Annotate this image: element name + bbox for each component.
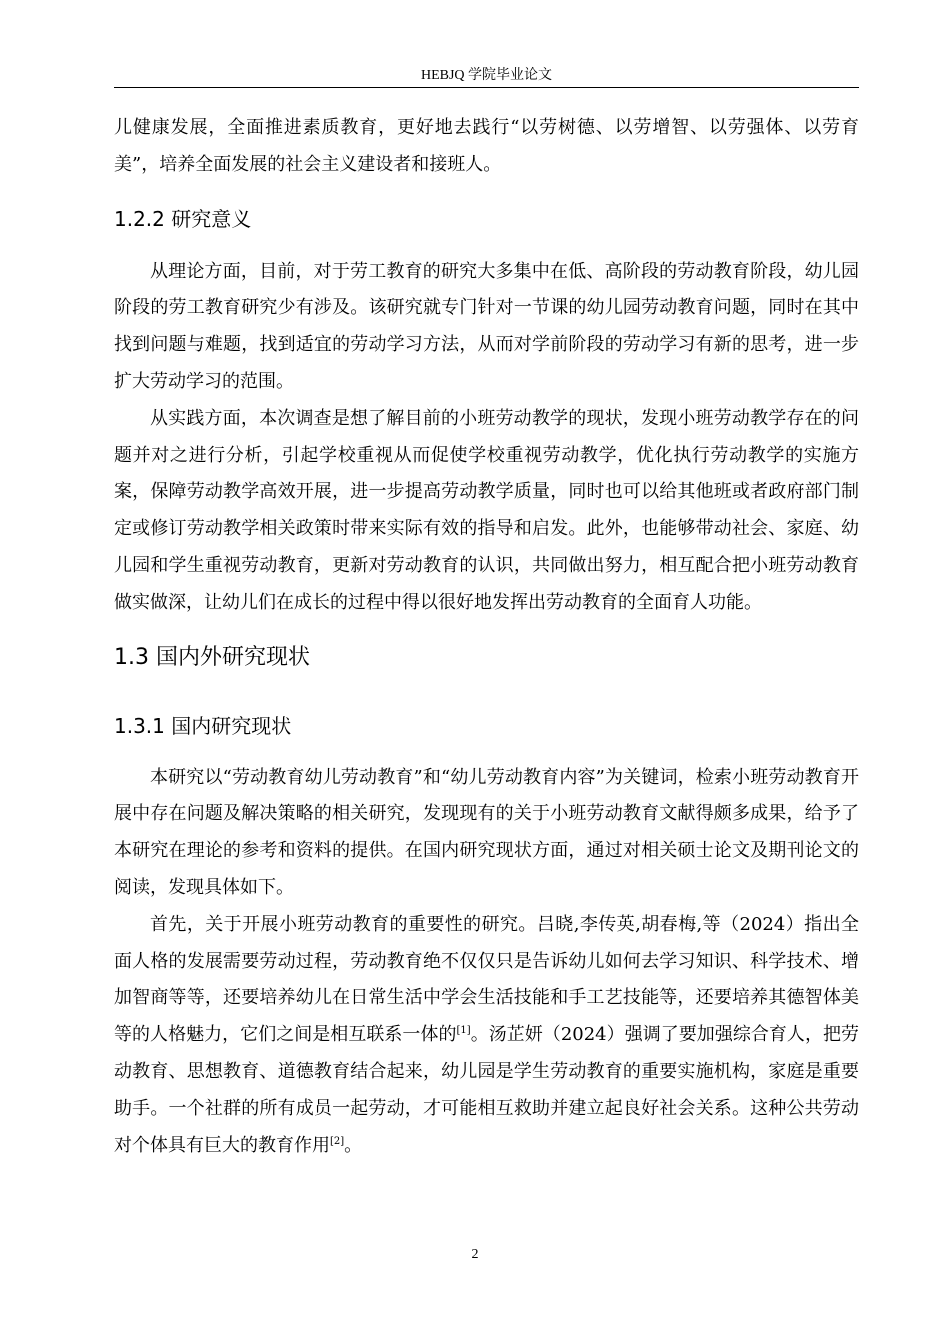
- paragraph-theory: 从理论方面，目前，对于劳工教育的研究大多集中在低、高阶段的劳动教育阶段，幼儿园阶段的劳工教育研究少有涉及。该研究就专门针对一节课的幼儿园劳动教育问题，同时在其中找到问题与难题，找到适宜的劳动学习方法，从而对学前阶段的劳动学习有新的思考，进一步扩大劳动学习的范围。: [114, 260, 859, 392]
- header-rule: [114, 87, 859, 88]
- heading-1-3-1: 1.3.1 国内研究现状: [114, 713, 292, 738]
- continuation-paragraph: 儿健康发展，全面推进素质教育，更好地去践行“以劳树德、以劳增智、以劳强体、以劳育美”，培养全面发展的社会主义建设者和接班人。: [114, 117, 859, 175]
- page-body: [114, 110, 859, 1164]
- paragraph-text: 。: [344, 1134, 363, 1156]
- citation-ref: [2]: [330, 1135, 345, 1147]
- heading-1-2-2: 1.2.2 研究意义: [114, 206, 252, 231]
- running-header: HEBJQ 学院毕业论文: [420, 68, 553, 83]
- paragraph-text: 。汤芷妍（2024）强调了要加强综合育人，把劳动教育、思想教育、道德教育结合起来，幼儿园是学生劳动教育的重要实施机构，家庭是重要助手。一个社群的所有成员一起劳动，才可能相互救助并建立起良好社会关系。这种公共劳动对个体具有巨大的教育作用: [114, 1024, 859, 1156]
- paragraph-importance: [114, 907, 859, 1165]
- paragraph-practice: 从实践方面，本次调查是想了解目前的小班劳动教学的现状，发现小班劳动教学存在的问题并对之进行分析，引起学校重视从而促使学校重视劳动教学，优化执行劳动教学的实施方案，保障劳动教学高效开展，进一步提高劳动教学质量，同时也可以给其他班或者政府部门制定或修订劳动教学相关政策时带来实际有效的指导和启发。此外，也能够带动社会、家庭、幼儿园和学生重视劳动教育，更新对劳动教育的认识，共同做出努力，相互配合把小班劳动教育做实做深，让幼儿们在成长的过程中得以很好地发挥出劳动教育的全面育人功能。: [114, 407, 859, 613]
- heading-1-3: 1.3 国内外研究现状: [114, 644, 310, 670]
- paragraph-text: 首先，关于开展小班劳动教育的重要性的研究。吕晓,李传英,胡春梅,等（2024）指出全面人格的发展需要劳动过程，劳动教育绝不仅仅只是告诉幼儿如何去学习知识、科学技术、增加智商等等，还要培养幼儿在日常生活中学会生活技能和手工艺技能等，还要培养其德智体美等的人格魅力，它们之间是相互联系一体的: [114, 913, 859, 1046]
- paragraph-research-scope: 本研究以“劳动教育幼儿劳动教育”和“幼儿劳动教育内容”为关键词，检索小班劳动教育开展中存在问题及解决策略的相关研究，发现现有的关于小班劳动教育文献得颇多成果，给予了本研究在理论的参考和资料的提供。在国内研究现状方面，通过对相关硕士论文及期刊论文的阅读，发现具体如下。: [114, 766, 859, 898]
- page-number: 2: [471, 1247, 479, 1262]
- citation-ref: [1]: [456, 1025, 471, 1037]
